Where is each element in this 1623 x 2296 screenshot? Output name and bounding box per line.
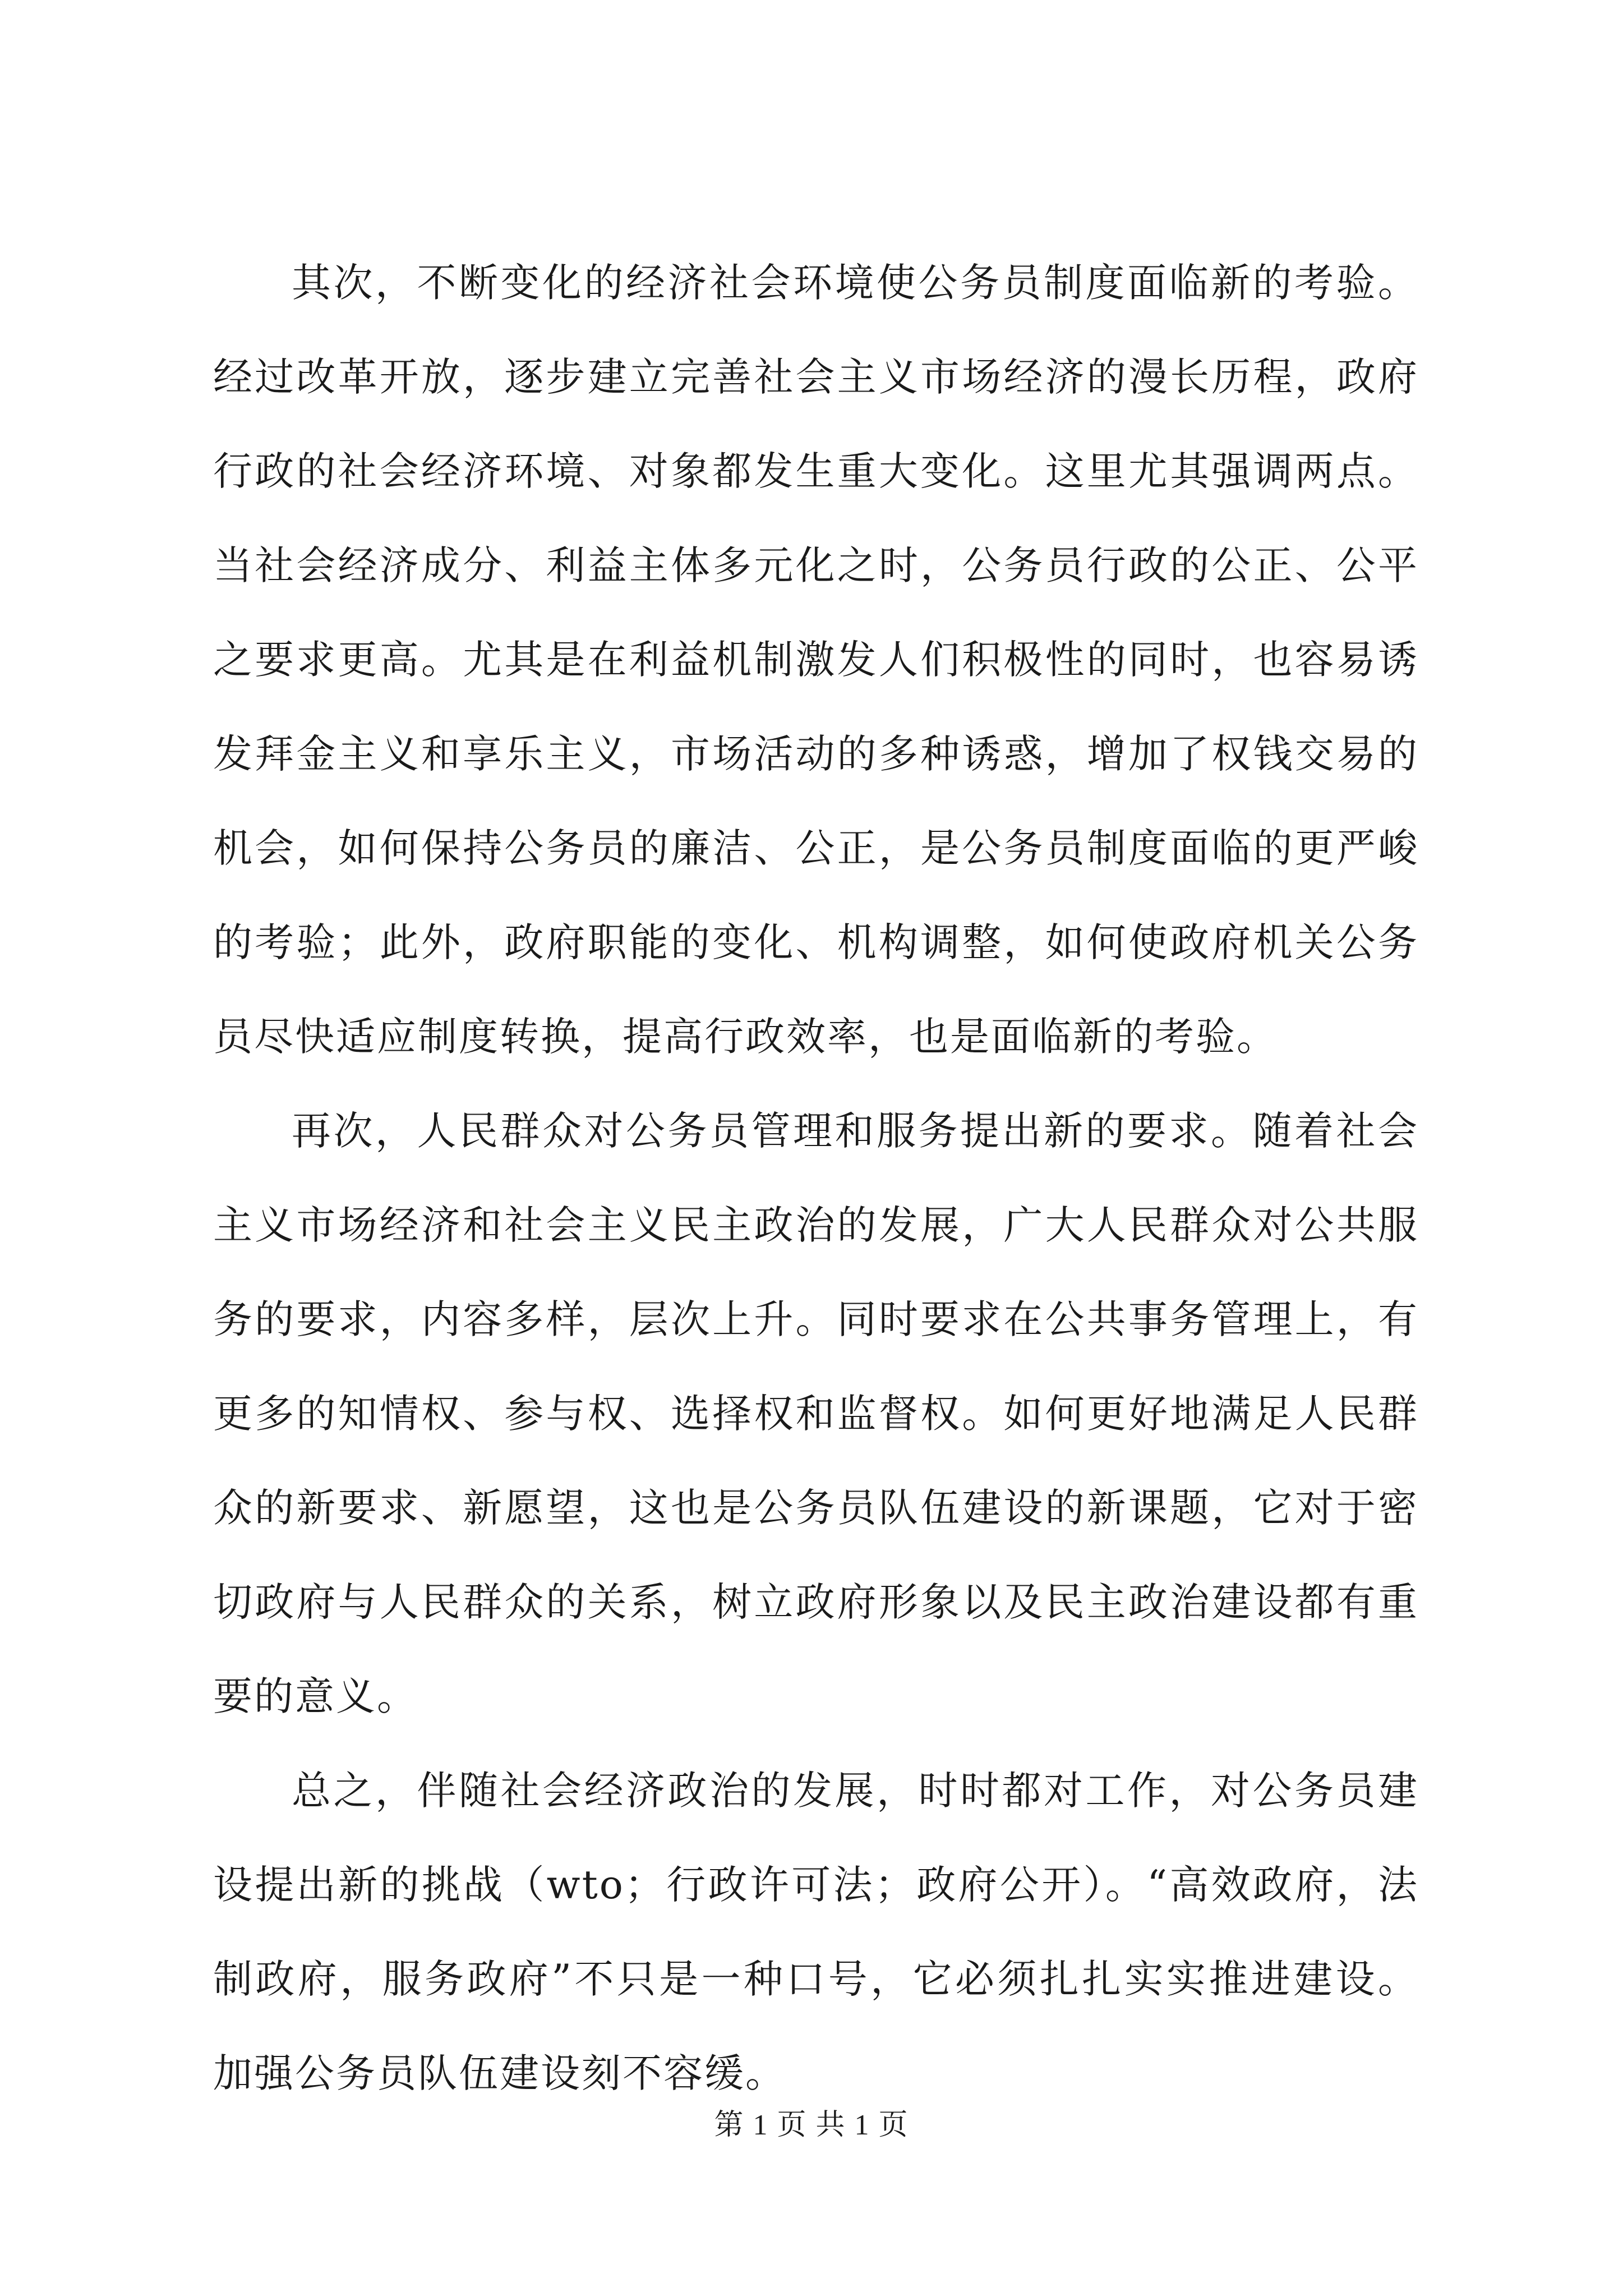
page-footer: 第 1 页 共 1 页 <box>714 2109 909 2141</box>
document-body <box>213 236 1419 2120</box>
paragraph-2: 再次，人民群众对公务员管理和服务提出新的要求。随着社会主义市场经济和社会主义民主政治的发展，广大人民群众对公共服务的要求，内容多样，层次上升。同时要求在公共事务管理上，有更多的知情权、参与权、选择权和监督权。如何更好地满足人民群众的新要求、新愿望，这也是公务员队伍建设的新课题，它对于密切政府与人民群众的关系，树立政府形象以及民主政治建设都有重要的意义。 <box>213 1108 1419 1719</box>
paragraph-3: 总之，伴随社会经济政治的发展，时时都对工作，对公务员建设提出新的挑战（wto；行政许可法；政府公开）。“高效政府，法制政府，服务政府”不只是一种口号，它必须扎扎实实推进建设。加强公务员队伍建设刻不容缓。 <box>213 1768 1419 2096</box>
paragraph-1: 其次，不断变化的经济社会环境使公务员制度面临新的考验。经过改革开放，逐步建立完善社会主义市场经济的漫长历程，政府行政的社会经济环境、对象都发生重大变化。这里尤其强调两点。当社会经济成分、利益主体多元化之时，公务员行政的公正、公平之要求更高。尤其是在利益机制激发人们积极性的同时，也容易诱发拜金主义和享乐主义，市场活动的多种诱惑，增加了权钱交易的机会，如何保持公务员的廉洁、公正，是公务员制度面临的更严峻的考验；此外，政府职能的变化、机构调整，如何使政府机关公务员尽快适应制度转换，提高行政效率，也是面临新的考验。 <box>213 260 1419 1060</box>
